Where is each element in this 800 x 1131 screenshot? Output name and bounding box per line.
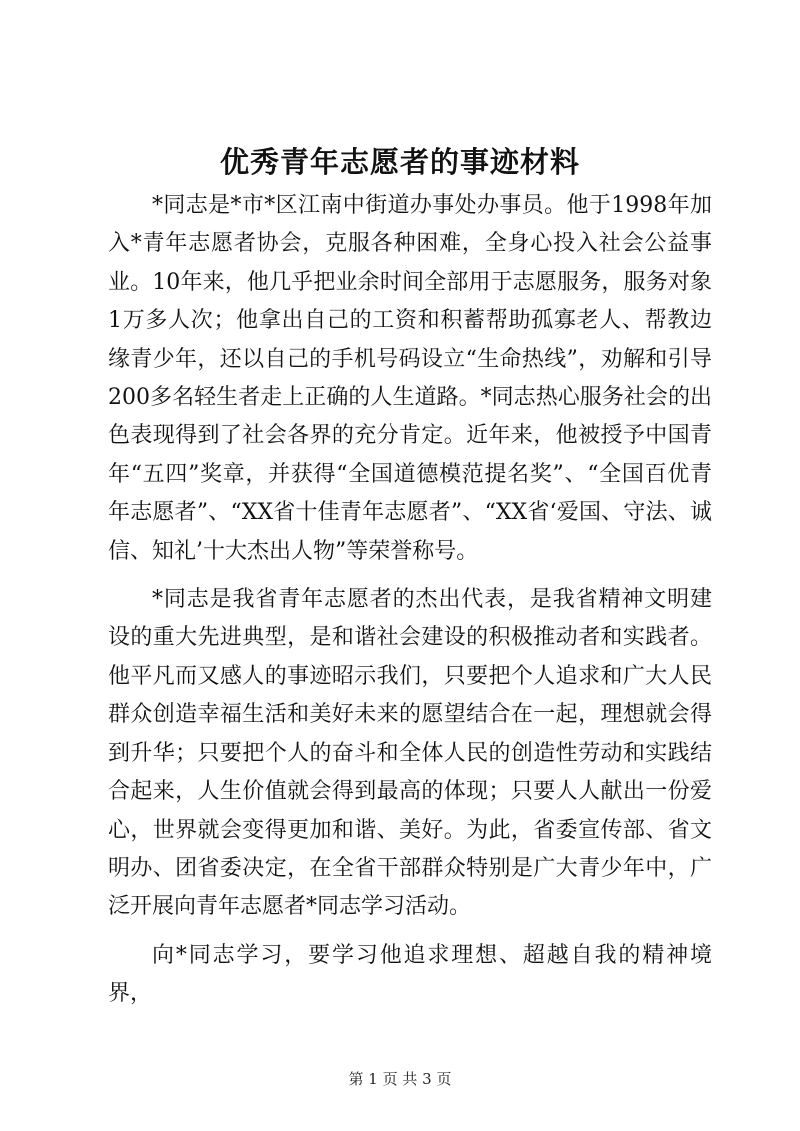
document-title: 优秀青年志愿者的事迹材料	[219, 145, 580, 179]
paragraph-2: *同志是我省青年志愿者的杰出代表，是我省精神文明建设的重大先进典型，是和谐社会建设的积极推动者和实践者。他平凡而又感人的事迹昭示我们，只要把个人追求和广大人民群众创造幸福生活和美好未来的愿望结合在一起，理想就会得到升华；只要把个人的奋斗和全体人民的创造性劳动和实践结合起来，人生价值就会得到最高的体现；只要人人献出一份爱心，世界就会变得更加和谐、美好。为此，省委宣传部、省文明办、团省委决定，在全省干部群众特别是广大青少年中，广泛开展向青年志愿者*同志学习活动。	[108, 587, 712, 920]
document-body	[108, 187, 712, 1024]
page-footer: 第 1 页 共 3 页	[348, 1070, 452, 1088]
paragraph-3: 向*同志学习，要学习他追求理想、超越自我的精神境界，	[108, 942, 712, 1007]
paragraph-1: *同志是*市*区江南中街道办事处办事员。他于1998年加入*青年志愿者协会，克服各种困难，全身心投入社会公益事业。10年来，他几乎把业余时间全部用于志愿服务，服务对象1万多人次；他拿出自己的工资和积蓄帮助孤寡老人、帮教边缘青少年，还以自己的手机号码设立“生命热线”，劝解和引导200多名轻生者走上正确的人生道路。*同志热心服务社会的出色表现得到了社会各界的充分肯定。近年来，他被授予中国青年“五四”奖章，并获得“全国道德模范提名奖”、“全国百优青年志愿者”、“XX省十佳青年志愿者”、“XX省‘爱国、守法、诚信、知礼’十大杰出人物”等荣誉称号。	[108, 193, 712, 564]
